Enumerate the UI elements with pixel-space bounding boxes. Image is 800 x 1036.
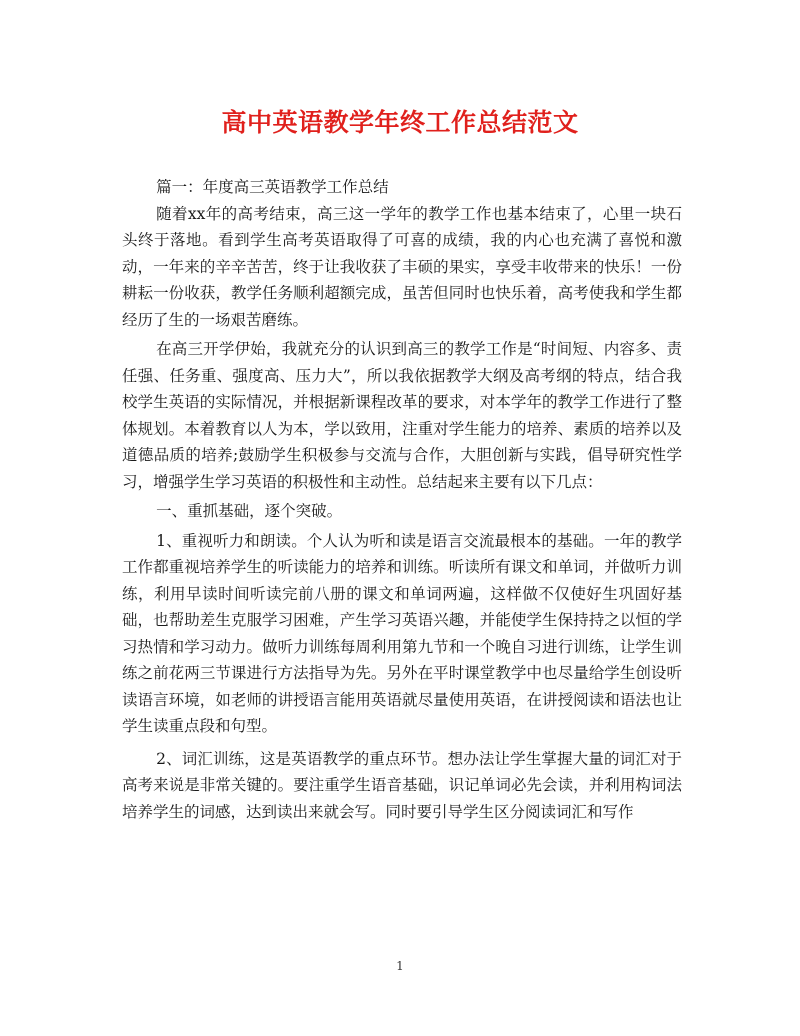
document-body [122, 174, 682, 825]
paragraph: 在高三开学伊始，我就充分的认识到高三的教学工作是“时间短、内容多、责任强、任务重、强度高、压力大”，所以我依据教学大纲及高考纲的特点，结合我校学生英语的实际情况，并根据新课程改革的要求，对本学年的教学工作进行了整体规划。本着教育以人为本，学以致用，注重对学生能力的培养、素质的培养以及道德品质的培养;鼓励学生积极参与交流与合作，大胆创新与实践，倡导研究性学习，增强学生学习英语的积极性和主动性。总结起来主要有以下几点： [122, 340, 682, 491]
document-title: 高中英语教学年终工作总结范文 [221, 108, 579, 137]
section-subheading: 一、重抓基础，逐个突破。 [156, 502, 343, 520]
paragraph: 2、词汇训练，这是英语教学的重点环节。想办法让学生掌握大量的词汇对于高考来说是非常关键的。要注重学生语音基础，识记单词必先会读，并利用构词法培养学生的词感，达到读出来就会写。同时要引导学生区分阅读词汇和写作 [122, 749, 682, 821]
paragraph: 随着xx年的高考结束，高三这一学年的教学工作也基本结束了，心里一块石头终于落地。看到学生高考英语取得了可喜的成绩，我的内心也充满了喜悦和激动，一年来的辛辛苦苦，终于让我收获了丰硕的果实，享受丰收带来的快乐！一份耕耘一份收获，教学任务顺利超额完成，虽苦但同时也快乐着，高考使我和学生都经历了生的一场艰苦磨练。 [122, 204, 682, 329]
page-number: 1 [396, 959, 404, 973]
section-heading: 篇一：年度高三英语教学工作总结 [156, 178, 389, 196]
paragraph: 1、重视听力和朗读。个人认为听和读是语言交流最根本的基础。一年的教学工作都重视培养学生的听读能力的培养和训练。听读所有课文和单词，并做听力训练，利用早读时间听读完前八册的课文和单词两遍，这样做不仅使好生巩固好基础，也帮助差生克服学习困难，产生学习英语兴趣，并能使学生保持持之以恒的学习热情和学习动力。做听力训练每周利用第九节和一个晚自习进行训练，让学生训练之前花两三节课进行方法指导为先。另外在平时课堂教学中也尽量给学生创设听读语言环境，如老师的讲授语言能用英语就尽量使用英语，在讲授阅读和语法也让学生读重点段和句型。 [122, 531, 682, 735]
